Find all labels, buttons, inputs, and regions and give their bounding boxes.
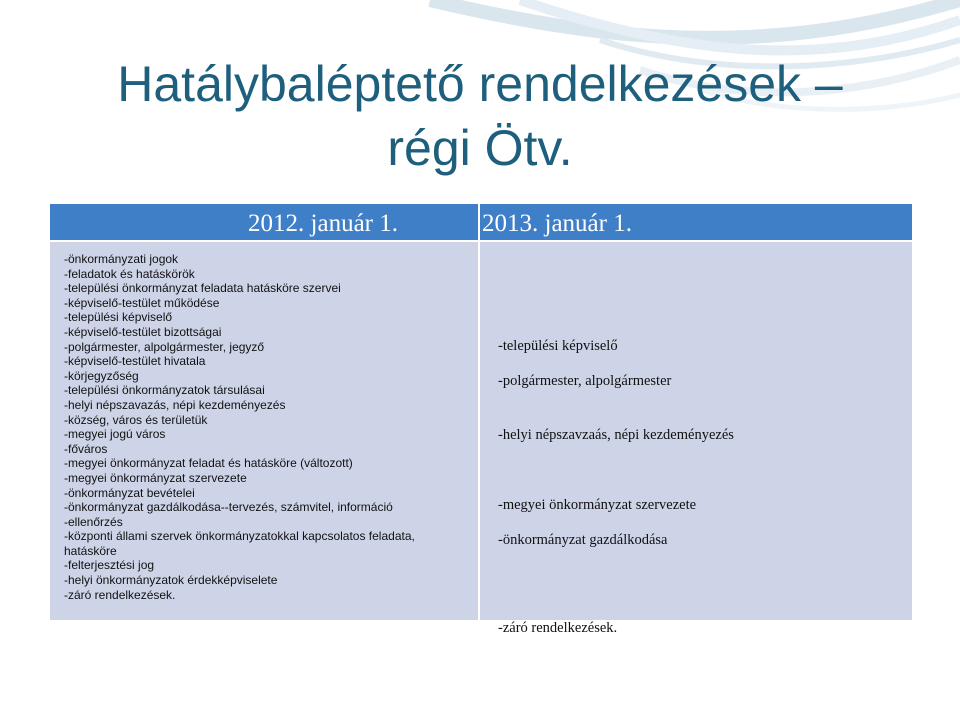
left-column-list: [50, 242, 478, 620]
list-item: -önkormányzat bevételei: [64, 485, 195, 500]
list-item: -megyei önkormányzat szervezete: [64, 470, 247, 485]
list-item: -záró rendelkezések.: [498, 620, 618, 636]
list-item: -települési képviselő: [64, 310, 173, 325]
header-2012: 2012. január 1.: [50, 204, 478, 240]
list-item: -települési önkormányzatok társulásai: [64, 383, 265, 398]
list-item: -záró rendelkezések.: [64, 587, 176, 602]
list-item: -polgármester, alpolgármester: [498, 373, 672, 389]
list-item: -polgármester, alpolgármester, jegyző: [64, 339, 265, 354]
list-item: -központi állami szervek önkormányzatokkal kapcsolatos feladata, hatásköre: [64, 529, 415, 558]
list-item: -képviselő-testület hivatala: [64, 354, 206, 369]
list-item: -képviselő-testület működése: [64, 295, 220, 310]
list-item: -megyei önkormányzat szervezete: [498, 497, 697, 513]
title-line-2: régi Ötv.: [387, 120, 573, 176]
list-item: -önkormányzat gazdálkodása: [498, 532, 668, 548]
list-item: -megyei önkormányzat feladat és hatásköre (változott): [64, 456, 353, 471]
list-item: -önkormányzat gazdálkodása--tervezés, számvitel, információ: [64, 500, 393, 515]
list-item: -képviselő-testület bizottságai: [64, 324, 222, 339]
header-2013: 2013. január 1.: [480, 204, 912, 240]
list-item: -megyei jogú város: [64, 427, 166, 442]
comparison-table: [50, 204, 912, 636]
list-item: -község, város és területük: [64, 412, 208, 427]
title-line-1: Hatálybaléptető rendelkezések –: [117, 56, 843, 112]
list-item: -önkormányzati jogok: [64, 252, 179, 266]
list-item: -települési képviselő: [498, 338, 618, 354]
page-title: [40, 52, 920, 180]
list-item: -helyi népszavzaás, népi kezdeményezés: [498, 427, 734, 443]
list-item: -feladatok és hatáskörök: [64, 266, 195, 281]
right-column-list: [480, 242, 912, 636]
list-item: -felterjesztési jog: [64, 558, 155, 573]
list-item: -főváros: [64, 441, 108, 456]
list-item: -helyi önkormányzatok érdekképviselete: [64, 573, 278, 588]
list-item: -települési önkormányzat feladata hatásköre szervei: [64, 281, 341, 296]
list-item: -körjegyzőség: [64, 368, 139, 383]
list-item: -ellenőrzés: [64, 514, 123, 529]
list-item: -helyi népszavazás, népi kezdeményezés: [64, 397, 286, 412]
